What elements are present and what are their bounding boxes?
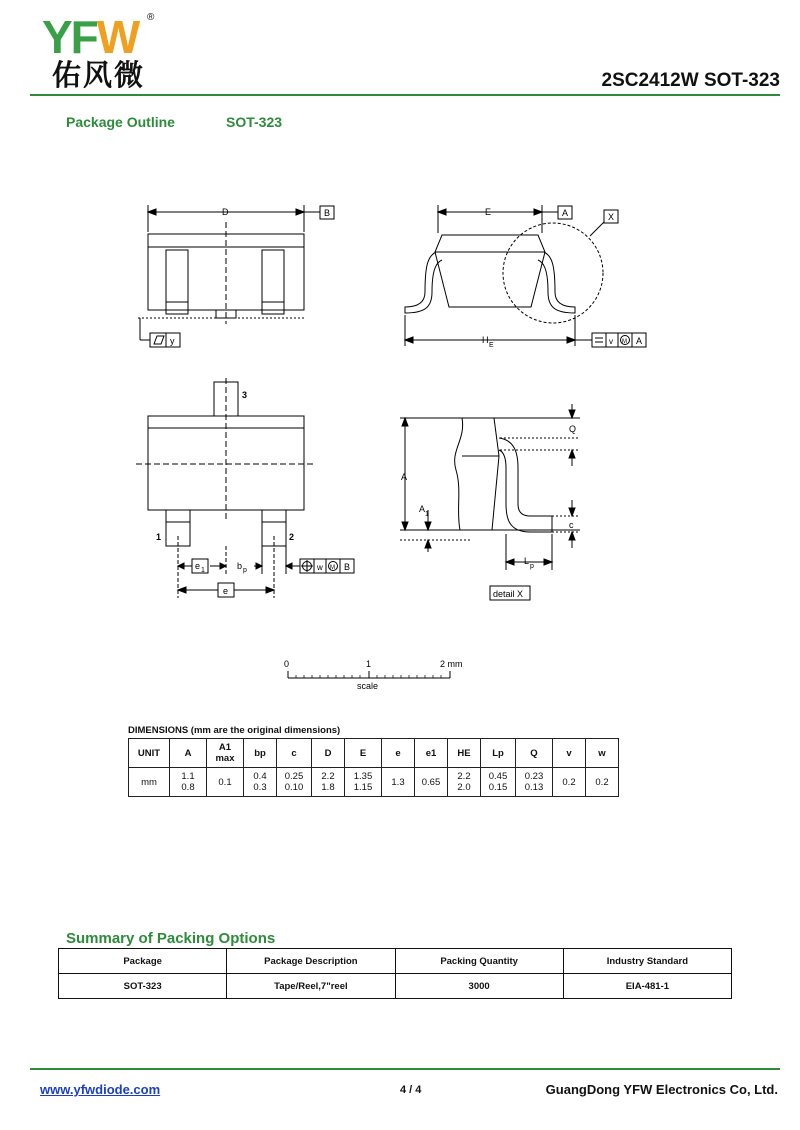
- packing-quantity: 3000: [395, 974, 563, 999]
- label-HE-sub: E: [489, 342, 494, 349]
- label-bp-sub: p: [243, 567, 247, 574]
- registered-mark: ®: [147, 12, 155, 23]
- label-y: y: [170, 336, 175, 346]
- website-link[interactable]: www.yfwdiode.com: [40, 1082, 161, 1097]
- label-X: X: [608, 212, 615, 222]
- packing-description: Tape/Reel,7"reel: [227, 974, 395, 999]
- scale-tick-2: 2 mm: [440, 659, 463, 669]
- value-unit: mm: [129, 768, 170, 797]
- label-e1: e: [195, 561, 201, 571]
- dimensions-header-row: [129, 739, 619, 768]
- label-pin2: 2: [289, 532, 295, 542]
- label-pin1: 1: [156, 532, 162, 542]
- package-outline-label: Package Outline: [66, 114, 175, 130]
- footer-divider: [30, 1068, 780, 1070]
- label-v: v: [609, 337, 613, 346]
- header-w: w: [586, 739, 619, 768]
- header-c: c: [277, 739, 312, 768]
- header-Lp: Lp: [481, 739, 516, 768]
- value-D: 2.2 1.8: [312, 768, 345, 797]
- company-logo: YFW: [42, 11, 139, 63]
- packing-header-description: Package Description: [227, 949, 395, 974]
- header-HE: HE: [448, 739, 481, 768]
- part-title: 2SC2412W SOT-323: [601, 70, 780, 91]
- logo-chinese-name: 佑风微: [52, 60, 146, 92]
- label-w: w: [317, 563, 323, 572]
- label-c: c: [569, 520, 574, 530]
- label-Lp: L: [524, 556, 530, 566]
- header-bp: bp: [244, 739, 277, 768]
- packing-header-standard: Industry Standard: [563, 949, 731, 974]
- label-bp: b: [237, 561, 243, 571]
- label-M-v: M: [622, 339, 627, 345]
- value-e1: 0.65: [415, 768, 448, 797]
- scale-label: scale: [357, 681, 379, 691]
- label-Lp-sub: p: [530, 563, 534, 570]
- value-Lp: 0.45 0.15: [481, 768, 516, 797]
- label-e: e: [223, 586, 229, 596]
- label-D: D: [222, 207, 229, 217]
- company-name: GuangDong YFW Electronics Co, Ltd.: [545, 1082, 778, 1097]
- value-A1: 0.1: [207, 768, 244, 797]
- scale-tick-1: 1: [366, 659, 372, 669]
- header-D: D: [312, 739, 345, 768]
- label-A: A: [401, 472, 408, 482]
- label-A-ref: A: [636, 336, 643, 346]
- page-number: 4 / 4: [400, 1084, 422, 1096]
- label-E: E: [485, 207, 492, 217]
- scale-tick-0: 0: [284, 659, 290, 669]
- packing-title: Summary of Packing Options: [66, 930, 276, 947]
- packing-value-row: [59, 974, 732, 999]
- header-Q: Q: [516, 739, 553, 768]
- value-Q: 0.23 0.13: [516, 768, 553, 797]
- dimensions-value-row: [129, 768, 619, 797]
- header-e1: e1: [415, 739, 448, 768]
- value-v: 0.2: [553, 768, 586, 797]
- header-unit: UNIT: [129, 739, 170, 768]
- header-A1: A1 max: [207, 739, 244, 768]
- header-A: A: [170, 739, 207, 768]
- label-B-ref: B: [344, 562, 351, 572]
- packing-standard: EIA-481-1: [563, 974, 731, 999]
- value-w: 0.2: [586, 768, 619, 797]
- packing-header-package: Package: [59, 949, 227, 974]
- label-A1-sub: 1: [425, 511, 429, 518]
- packing-table: [58, 948, 732, 999]
- packing-header-quantity: Packing Quantity: [395, 949, 563, 974]
- value-HE: 2.2 2.0: [448, 768, 481, 797]
- label-e1-sub: 1: [201, 567, 205, 574]
- header-v: v: [553, 739, 586, 768]
- header-e: e: [382, 739, 415, 768]
- value-A: 1.1 0.8: [170, 768, 207, 797]
- value-e: 1.3: [382, 768, 415, 797]
- dimensions-title: DIMENSIONS (mm are the original dimensions): [128, 725, 341, 736]
- packing-header-row: [59, 949, 732, 974]
- header-E: E: [345, 739, 382, 768]
- label-detail-x: detail X: [493, 589, 524, 599]
- value-c: 0.25 0.10: [277, 768, 312, 797]
- label-HE: H: [482, 335, 489, 345]
- label-Q: Q: [569, 424, 577, 434]
- packing-package: SOT-323: [59, 974, 227, 999]
- value-E: 1.35 1.15: [345, 768, 382, 797]
- label-pin3: 3: [242, 390, 248, 400]
- package-outline-name: SOT-323: [226, 114, 283, 130]
- label-B-box: B: [324, 208, 331, 218]
- label-M-w: M: [330, 565, 335, 571]
- label-A-box: A: [562, 208, 569, 218]
- dimensions-table: [128, 738, 619, 797]
- label-A1: A: [419, 504, 426, 514]
- value-bp: 0.4 0.3: [244, 768, 277, 797]
